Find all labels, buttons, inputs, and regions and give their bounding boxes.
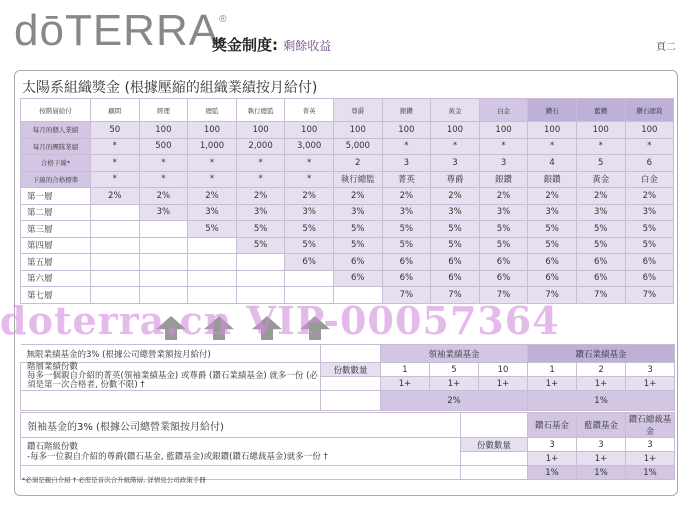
table-cell: * xyxy=(285,155,334,172)
column-header-rank: 執行總監 xyxy=(236,99,285,122)
table-cell: 5% xyxy=(236,221,285,238)
table-cell: 100 xyxy=(285,122,334,139)
table-cell: 7% xyxy=(528,287,577,304)
table-cell: 6% xyxy=(576,254,625,271)
table-cell: 6% xyxy=(625,254,674,271)
table-cell xyxy=(188,270,237,287)
table-cell: 黃金 xyxy=(576,171,625,188)
row-label: 第二層 xyxy=(21,204,91,221)
leader-fund-table xyxy=(20,412,675,480)
table-cell: 5% xyxy=(431,237,480,254)
table-row xyxy=(21,237,674,254)
table-cell xyxy=(91,270,140,287)
table-cell xyxy=(139,254,188,271)
page-number: 頁二 xyxy=(656,42,676,53)
fund-plus: 1+ xyxy=(577,452,626,466)
fund-count: 3 xyxy=(528,438,577,452)
fund-plus: 1+ xyxy=(528,452,577,466)
share-qty-label: 份數數量 xyxy=(321,363,381,377)
table-cell: 5% xyxy=(528,221,577,238)
pool-label: 無限業績基金的3% (根據公司總營業額按月給付) xyxy=(21,345,321,363)
table-cell: 5% xyxy=(285,237,334,254)
table-cell: 5% xyxy=(625,221,674,238)
column-header-rank: 經理 xyxy=(139,99,188,122)
table-cell: 5% xyxy=(479,237,528,254)
unilevel-table xyxy=(20,98,674,304)
column-header-rank: 顧問 xyxy=(91,99,140,122)
table-cell: 100 xyxy=(236,122,285,139)
fund-percent: 1% xyxy=(528,466,577,480)
doterra-logo: dōTERRA® xyxy=(14,6,228,55)
table-cell: 3 xyxy=(382,155,431,172)
leadership-pool-label: 領袖業績基金 xyxy=(381,345,528,363)
table-cell: 2% xyxy=(91,188,140,205)
table-cell: 2% xyxy=(333,188,382,205)
table-cell: 3% xyxy=(285,204,334,221)
table-cell: 2% xyxy=(382,188,431,205)
column-header-rank: 銀鑽 xyxy=(382,99,431,122)
footnote: *必須是親自介紹 † 必需是首次合升級階層, 詳情見公司政策手冊 xyxy=(22,476,206,484)
table-cell: 5% xyxy=(188,221,237,238)
fund-count: 3 xyxy=(577,438,626,452)
table-cell: 3,000 xyxy=(285,138,334,155)
row-label: 合格下線* xyxy=(21,155,91,172)
table-cell xyxy=(91,254,140,271)
table-cell: 2 xyxy=(333,155,382,172)
table-cell: 6% xyxy=(382,254,431,271)
leader-plus: 1+ xyxy=(479,377,528,391)
table-row xyxy=(21,204,674,221)
table-cell: * xyxy=(576,138,625,155)
table-cell: 3% xyxy=(382,204,431,221)
table-cell: 5% xyxy=(333,221,382,238)
diamond-percent: 1% xyxy=(528,391,675,411)
table-cell: 3% xyxy=(576,204,625,221)
table-cell: 2% xyxy=(528,188,577,205)
table-cell: 100 xyxy=(528,122,577,139)
table-cell: * xyxy=(479,138,528,155)
performance-pool-table xyxy=(20,344,675,411)
share-desc: 階層業績份數 每多一個親自介紹的菁英(領袖業績基金) 或尊爵 (鑽石業績基金) 就多一份 (必須是第一次合格者, 份數不限) † xyxy=(21,363,321,391)
row-label: 第七層 xyxy=(21,287,91,304)
table-cell xyxy=(91,237,140,254)
column-header-rank: 尊爵 xyxy=(333,99,382,122)
table-cell: * xyxy=(188,155,237,172)
table-cell: 50 xyxy=(91,122,140,139)
table-cell: * xyxy=(382,138,431,155)
row-label: 第三層 xyxy=(21,221,91,238)
table-cell: 3% xyxy=(625,204,674,221)
table-cell: 100 xyxy=(333,122,382,139)
row-label: 第六層 xyxy=(21,270,91,287)
table-cell: 5% xyxy=(431,221,480,238)
table-cell: * xyxy=(91,171,140,188)
table-cell: 2% xyxy=(576,188,625,205)
table-cell: 5 xyxy=(576,155,625,172)
diamond-plus: 1+ xyxy=(626,377,675,391)
section-heading: 太陽系組織獎金 (根據壓縮的組織業績按月給付) xyxy=(22,80,318,96)
leader-plus: 1+ xyxy=(381,377,430,391)
table-cell: 5% xyxy=(333,237,382,254)
fund-percent: 1% xyxy=(577,466,626,480)
table-cell: * xyxy=(236,155,285,172)
table-cell: 6% xyxy=(576,270,625,287)
table-cell: 100 xyxy=(382,122,431,139)
row-label: 下線的合格標準 xyxy=(21,171,91,188)
leader-count: 1 xyxy=(381,363,430,377)
fund-col: 鑽石總裁基金 xyxy=(626,413,675,438)
table-cell: 3% xyxy=(528,204,577,221)
table-cell: 5% xyxy=(236,237,285,254)
table-cell: 5% xyxy=(528,237,577,254)
table-cell xyxy=(188,254,237,271)
table-cell: 白金 xyxy=(625,171,674,188)
column-header-rank: 藍鑽 xyxy=(576,99,625,122)
table-cell: 6% xyxy=(479,254,528,271)
fund-col: 藍鑽基金 xyxy=(577,413,626,438)
table-cell: 5% xyxy=(479,221,528,238)
diamond-count: 2 xyxy=(577,363,626,377)
diamond-count: 3 xyxy=(626,363,675,377)
table-cell: 3 xyxy=(431,155,480,172)
table-row xyxy=(21,122,674,139)
share-qty-label: 份數數量 xyxy=(461,438,528,452)
table-cell: 2% xyxy=(625,188,674,205)
table-row xyxy=(21,221,674,238)
table-cell: 6% xyxy=(333,254,382,271)
column-header-rank: 黃金 xyxy=(431,99,480,122)
leader-count: 10 xyxy=(479,363,528,377)
table-cell xyxy=(139,270,188,287)
table-row xyxy=(21,155,674,172)
diamond-plus: 1+ xyxy=(577,377,626,391)
leader-count: 5 xyxy=(430,363,479,377)
table-cell: * xyxy=(236,171,285,188)
table-row xyxy=(21,270,674,287)
table-cell: 銀鑽 xyxy=(528,171,577,188)
fund-count: 3 xyxy=(626,438,675,452)
table-cell: 100 xyxy=(188,122,237,139)
table-cell: 5,000 xyxy=(333,138,382,155)
table-cell: 2% xyxy=(431,188,480,205)
column-header-rank: 總監 xyxy=(188,99,237,122)
column-header-pay-level: 按階層給付 xyxy=(21,99,91,122)
table-cell: * xyxy=(285,171,334,188)
table-row xyxy=(21,138,674,155)
diamond-pool-label: 鑽石業績基金 xyxy=(528,345,675,363)
table-cell: 6% xyxy=(431,254,480,271)
table-cell: 2,000 xyxy=(236,138,285,155)
table-cell xyxy=(91,221,140,238)
fund-col: 鑽石基金 xyxy=(528,413,577,438)
table-cell: 5% xyxy=(576,221,625,238)
table-cell: 6 xyxy=(625,155,674,172)
row-label: 第四層 xyxy=(21,237,91,254)
leader-plus: 1+ xyxy=(430,377,479,391)
table-cell: * xyxy=(528,138,577,155)
table-cell: 4 xyxy=(528,155,577,172)
table-cell: 6% xyxy=(333,270,382,287)
table-cell xyxy=(188,237,237,254)
table-cell: 7% xyxy=(625,287,674,304)
table-cell: 3% xyxy=(333,204,382,221)
table-cell xyxy=(236,254,285,271)
table-cell: 5% xyxy=(285,221,334,238)
table-cell xyxy=(139,237,188,254)
table-cell: 7% xyxy=(431,287,480,304)
table-cell: * xyxy=(188,171,237,188)
table-cell: 6% xyxy=(528,254,577,271)
table-cell: 5% xyxy=(382,237,431,254)
table-cell: 7% xyxy=(382,287,431,304)
table-cell: 3% xyxy=(236,204,285,221)
table-cell: 尊爵 xyxy=(431,171,480,188)
column-header-rank: 白金 xyxy=(479,99,528,122)
table-cell: 1,000 xyxy=(188,138,237,155)
table-cell: 3% xyxy=(139,204,188,221)
table-cell: 100 xyxy=(139,122,188,139)
table-cell: 2% xyxy=(139,188,188,205)
row-label: 第五層 xyxy=(21,254,91,271)
table-cell: 6% xyxy=(285,254,334,271)
table-row xyxy=(21,254,674,271)
table-cell: 5% xyxy=(382,221,431,238)
column-header-rank: 鑽石 xyxy=(528,99,577,122)
table-cell: * xyxy=(139,171,188,188)
fund-percent: 1% xyxy=(626,466,675,480)
table-cell: 3 xyxy=(479,155,528,172)
table-cell: 6% xyxy=(625,270,674,287)
leader-percent: 2% xyxy=(381,391,528,411)
column-header-rank: 鑽石總裁 xyxy=(625,99,674,122)
leader-fund-heading: 領袖基金的3% (根據公司總營業額按月給付) xyxy=(21,413,461,438)
table-cell: * xyxy=(625,138,674,155)
table-cell: 7% xyxy=(576,287,625,304)
table-cell xyxy=(91,204,140,221)
table-row xyxy=(21,171,674,188)
watermark: doterra.cn VIP-00057364 xyxy=(0,298,560,343)
table-cell: 2% xyxy=(188,188,237,205)
table-cell: 6% xyxy=(528,270,577,287)
page-title: 獎金制度: 剩餘收益 xyxy=(212,36,332,54)
row-label: 第一層 xyxy=(21,188,91,205)
table-cell: 100 xyxy=(576,122,625,139)
table-cell: 100 xyxy=(431,122,480,139)
table-cell: 100 xyxy=(625,122,674,139)
table-cell xyxy=(139,221,188,238)
table-cell: 100 xyxy=(479,122,528,139)
table-cell: 3% xyxy=(479,204,528,221)
table-cell: 7% xyxy=(479,287,528,304)
table-cell: * xyxy=(91,155,140,172)
table-cell: 3% xyxy=(431,204,480,221)
table-cell: 2% xyxy=(479,188,528,205)
row-label: 每月的個人業績 xyxy=(21,122,91,139)
table-cell: * xyxy=(431,138,480,155)
diamond-share-desc: 鑽石階級份數 -每多一位親自介紹的尊爵(鑽石基金, 藍鑽基金)或銀鑽(鑽石總裁基金)就多一份 † xyxy=(21,438,461,466)
table-cell: 500 xyxy=(139,138,188,155)
table-cell xyxy=(236,270,285,287)
table-row xyxy=(21,188,674,205)
diamond-plus: 1+ xyxy=(528,377,577,391)
table-cell: 菁英 xyxy=(382,171,431,188)
table-cell: * xyxy=(91,138,140,155)
table-cell: 2% xyxy=(236,188,285,205)
table-cell: 銀鑽 xyxy=(479,171,528,188)
table-cell: 執行總監 xyxy=(333,171,382,188)
row-label: 每月的團隊業績 xyxy=(21,138,91,155)
table-cell: 2% xyxy=(285,188,334,205)
table-cell: 3% xyxy=(188,204,237,221)
table-cell: 6% xyxy=(431,270,480,287)
table-cell xyxy=(285,270,334,287)
table-cell: 5% xyxy=(625,237,674,254)
fund-plus: 1+ xyxy=(626,452,675,466)
table-cell: * xyxy=(139,155,188,172)
table-cell: 6% xyxy=(382,270,431,287)
table-cell: 5% xyxy=(576,237,625,254)
column-header-rank: 菁英 xyxy=(285,99,334,122)
diamond-count: 1 xyxy=(528,363,577,377)
table-cell: 6% xyxy=(479,270,528,287)
